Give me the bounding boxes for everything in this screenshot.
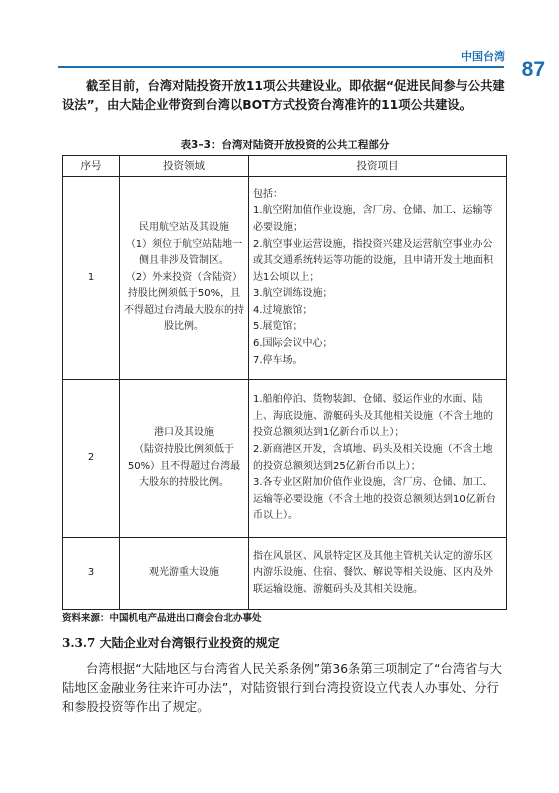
field-line: 港口及其设施 — [154, 427, 214, 439]
item-line: 2.航空事业运营设施，指投资兴建及运营航空事业办公或其交通系统转运等功能的设施，且申请开发土地面积达1公顷以上； — [253, 238, 493, 283]
row-items — [249, 538, 507, 610]
header-items: 投资项目 — [249, 156, 507, 177]
item-line: 7.停车场。 — [253, 354, 303, 366]
item-line: 4.过境旅馆； — [253, 304, 313, 316]
row-items — [249, 177, 507, 380]
header-rule — [58, 66, 504, 68]
field-line: 民用航空站及其设施 — [139, 221, 229, 233]
table-header-row — [63, 156, 507, 177]
row-number: 1 — [63, 177, 120, 380]
item-line: 1.船舶停泊、货物装卸、仓储、驳运作业的水面、陆上、海底设施、游艇码头及其他相关设施（不含土地的投资总额须达到1亿新台币以上）； — [253, 394, 493, 439]
row-number: 3 — [63, 538, 120, 610]
header-field: 投资领域 — [120, 156, 249, 177]
item-line: 1.航空附加值作业设施，含厂房、仓储、加工、运输等必要设施； — [253, 205, 493, 233]
item-line: 3.各专业区附加价值作业设施，含厂房、仓储、加工、运输等必要设施（不含土地的投资总额须达到10亿新台币以上）。 — [253, 477, 496, 522]
row-field — [120, 380, 249, 538]
row-field — [120, 177, 249, 380]
table-row — [63, 177, 507, 380]
table-row — [63, 538, 507, 610]
row-items — [249, 380, 507, 538]
table-row — [63, 380, 507, 538]
section-heading: 3.3.7 大陆企业对台湾银行业投资的规定 — [62, 636, 280, 650]
item-line: 指在风景区、风景特定区及其他主管机关认定的游乐区内游乐设施、住宿、餐饮、解说等相关设施、区内及外联运输设施、游艇码头及其相关设施。 — [253, 550, 493, 595]
investment-table — [62, 155, 507, 610]
field-line: （陆资持股比例须低于50%）且不得超过台湾最大股东的持股比例。 — [127, 443, 241, 489]
intro-paragraph: 截至目前，台湾对陆投资开放11项公共建设业。即依据“促进民间参与公共建设法”，由大陆企业带资到台湾以BOT方式投资台湾准许的11项公共建设。 — [62, 79, 505, 112]
field-line: （1）须位于航空站陆地一侧且非涉及管制区。 — [125, 238, 243, 267]
section-paragraph: 台湾根据“大陆地区与台湾省人民关系条例”第36条第三项制定了“台湾省与大陆地区金融业务往来许可办法”，对陆资银行到台湾投资设立代表人办事处、分行和参股投资等作出了规定。 — [62, 662, 502, 714]
item-line: 包括： — [253, 188, 283, 200]
item-line: 6.国际会议中心； — [253, 338, 333, 350]
row-number: 2 — [63, 380, 120, 538]
row-field — [120, 538, 249, 610]
item-line: 3.航空训练设施； — [253, 288, 333, 300]
header-no: 序号 — [63, 156, 120, 177]
header-section-title: 中国台湾 — [461, 50, 505, 63]
field-line: 观光游重大设施 — [149, 567, 219, 579]
source-note: 资料来源：中国机电产品进出口商会台北办事处 — [62, 613, 262, 624]
item-line: 5.展览馆； — [253, 321, 303, 333]
field-line: （2）外来投资（含陆资）持股比例须低于50%，且不得超过台湾最大股东的持股比例。 — [124, 271, 244, 333]
page-number: 87 — [521, 58, 545, 81]
table-caption: 表3–3：台湾对陆资开放投资的公共工程部分 — [180, 139, 390, 151]
item-line: 2.新商港区开发，含填地、码头及相关设施（不含土地的投资总额须达到25亿新台币以上）； — [253, 443, 493, 472]
